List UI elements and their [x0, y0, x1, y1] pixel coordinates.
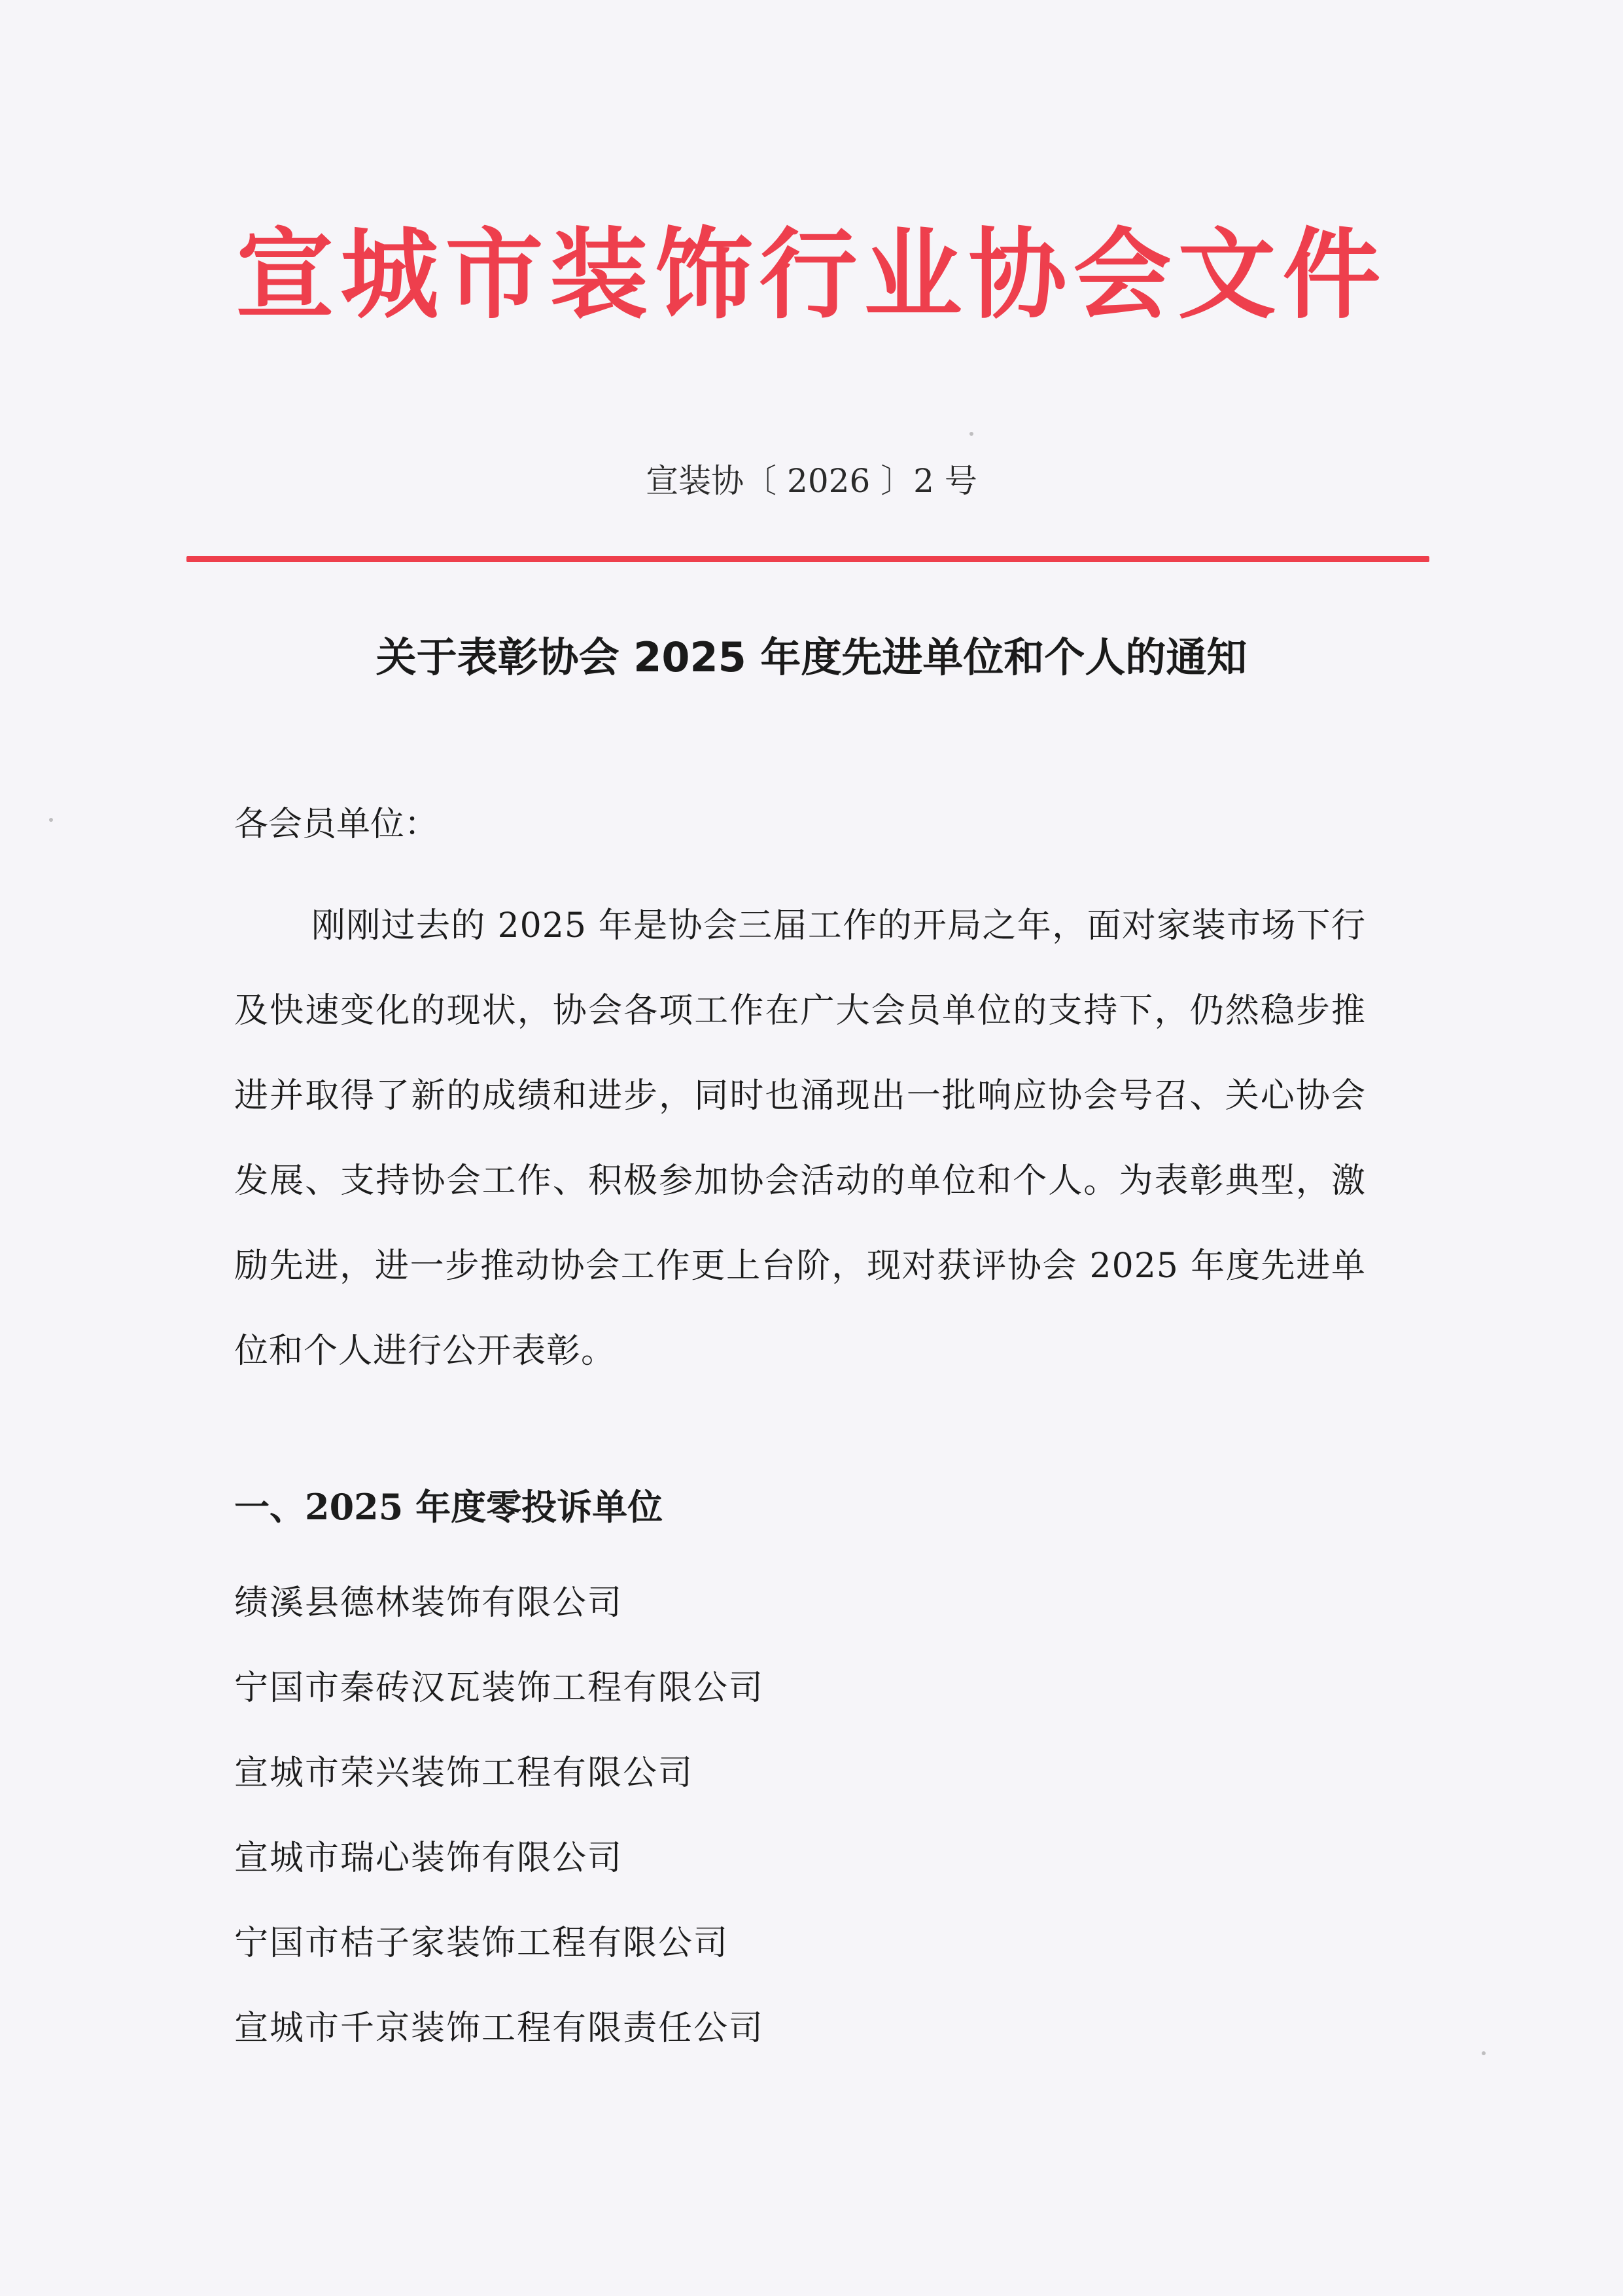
red-divider-line	[186, 556, 1429, 562]
list-item: 宣城市千京装饰工程有限责任公司	[234, 2009, 765, 2048]
list-item: 宁国市秦砖汉瓦装饰工程有限公司	[234, 1669, 765, 1708]
scan-speck	[1482, 2051, 1486, 2055]
document-number: 宣装协〔 2026 〕2 号	[646, 462, 977, 500]
notice-body-paragraph: 刚刚过去的 2025 年是协会三届工作的开局之年，面对家装市场下行及快速变化的现状，协会各项工作在广大会员单位的支持下，仍然稳步推进并取得了新的成绩和进步，同时也涌现出一批响应协会号召、关心协会发展、支持协会工作、积极参加协会活动的单位和个人。为表彰典型，激励先进，进一步推动协会工作更上台阶，现对获评协会 2025 年度先进单位和个人进行公开表彰。	[234, 906, 1366, 1371]
list-item: 宣城市荣兴装饰工程有限公司	[234, 1754, 694, 1793]
list-item: 绩溪县德林装饰有限公司	[234, 1583, 623, 1623]
notice-title: 关于表彰协会 2025 年度先进单位和个人的通知	[375, 633, 1248, 681]
scan-speck	[969, 432, 973, 436]
section-heading-zero-complaint: 一、2025 年度零投诉单位	[234, 1486, 663, 1528]
salutation: 各会员单位：	[234, 805, 439, 844]
scan-speck	[49, 818, 53, 822]
org-header-title: 宣城市装饰行业协会文件	[236, 217, 1387, 332]
list-item: 宁国市桔子家装饰工程有限公司	[234, 1924, 729, 1963]
list-item: 宣城市瑞心装饰有限公司	[234, 1839, 623, 1878]
company-list	[234, 1561, 764, 2071]
